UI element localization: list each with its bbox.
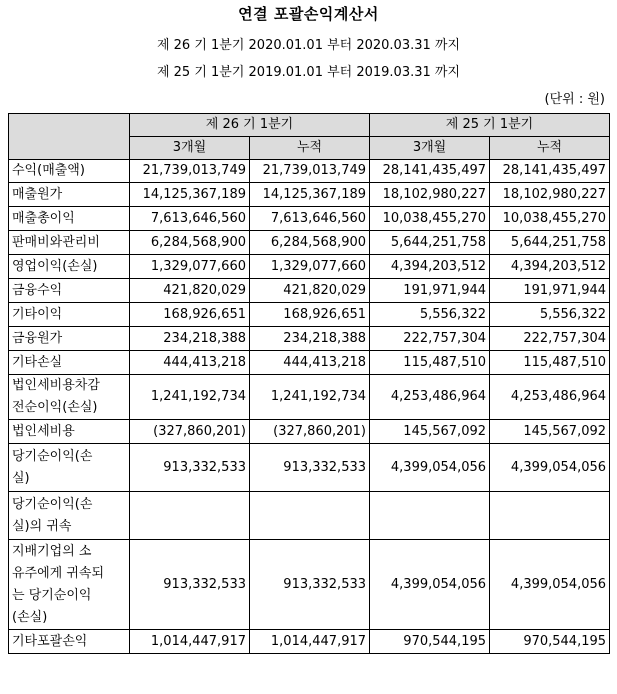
table-row	[9, 207, 610, 231]
value-cell-v2: 444,413,218	[250, 351, 370, 375]
value-cell-v3: 18,102,980,227	[370, 183, 490, 207]
table-row	[9, 375, 610, 420]
table-row	[9, 630, 610, 654]
value-cell-v1: 913,332,533	[130, 444, 250, 492]
unit-label: (단위 : 원)	[544, 92, 605, 107]
value-cell-v3: 5,644,251,758	[370, 231, 490, 255]
header-prior-cumulative: 누적	[490, 137, 610, 160]
value-cell-v4: 4,399,054,056	[490, 540, 610, 630]
header-row-group	[9, 114, 610, 137]
value-cell-v1: 14,125,367,189	[130, 183, 250, 207]
value-cell-v1: 444,413,218	[130, 351, 250, 375]
row-label-line: 당기순이익(손	[12, 448, 93, 464]
value-cell-v3: 5,556,322	[370, 303, 490, 327]
value-cell-v3: 28,141,435,497	[370, 160, 490, 183]
value-cell-v2: 21,739,013,749	[250, 160, 370, 183]
value-cell-v1: 1,241,192,734	[130, 375, 250, 420]
value-cell-v2: 1,241,192,734	[250, 375, 370, 420]
header-current-cumulative: 누적	[250, 137, 370, 160]
row-label-line: 전순이익(손실)	[12, 400, 98, 415]
value-cell-v4: 970,544,195	[490, 630, 610, 654]
header-current-period: 제 26 기 1분기	[130, 114, 370, 137]
header-prior-period: 제 25 기 1분기	[370, 114, 610, 137]
row-label: 기타포괄손익	[9, 630, 130, 654]
row-label: 금융수익	[9, 279, 130, 303]
value-cell-v4: 145,567,092	[490, 420, 610, 444]
table-row	[9, 303, 610, 327]
row-label: 금융원가	[9, 327, 130, 351]
value-cell-v2: 1,329,077,660	[250, 255, 370, 279]
value-cell-v2: 913,332,533	[250, 540, 370, 630]
value-cell-v4: 18,102,980,227	[490, 183, 610, 207]
value-cell-v2: 1,014,447,917	[250, 630, 370, 654]
value-cell-v4: 28,141,435,497	[490, 160, 610, 183]
value-cell-v1: 21,739,013,749	[130, 160, 250, 183]
value-cell-v2: 234,218,388	[250, 327, 370, 351]
table-row	[9, 255, 610, 279]
value-cell-v1: 421,820,029	[130, 279, 250, 303]
value-cell-v3: 145,567,092	[370, 420, 490, 444]
header-prior-3m: 3개월	[370, 137, 490, 160]
row-label: 수익(매출액)	[9, 160, 130, 183]
value-cell-v2: (327,860,201)	[250, 420, 370, 444]
value-cell-v3: 191,971,944	[370, 279, 490, 303]
value-cell-v4	[490, 492, 610, 540]
value-cell-v3: 222,757,304	[370, 327, 490, 351]
row-label	[9, 444, 130, 492]
value-cell-v2: 913,332,533	[250, 444, 370, 492]
row-label: 법인세비용	[9, 420, 130, 444]
row-label-line: 유주에게 귀속되	[12, 565, 105, 581]
value-cell-v1: 1,329,077,660	[130, 255, 250, 279]
row-label-line: 는 당기순이익	[12, 587, 92, 603]
header-corner	[9, 114, 130, 160]
value-cell-v3: 970,544,195	[370, 630, 490, 654]
row-label-line: 실)의 귀속	[12, 518, 72, 534]
row-label: 판매비와관리비	[9, 231, 130, 255]
row-label: 기타손실	[9, 351, 130, 375]
value-cell-v3: 115,487,510	[370, 351, 490, 375]
value-cell-v3: 10,038,455,270	[370, 207, 490, 231]
value-cell-v1: 1,014,447,917	[130, 630, 250, 654]
table-row	[9, 351, 610, 375]
value-cell-v3: 4,399,054,056	[370, 444, 490, 492]
value-cell-v1: 913,332,533	[130, 540, 250, 630]
row-label: 영업이익(손실)	[9, 255, 130, 279]
header-current-3m: 3개월	[130, 137, 250, 160]
value-cell-v3: 4,399,054,056	[370, 540, 490, 630]
value-cell-v2: 6,284,568,900	[250, 231, 370, 255]
row-label-line: 실)	[12, 470, 30, 486]
statement-title: 연결 포괄손익계산서	[238, 5, 379, 23]
value-cell-v2: 168,926,651	[250, 303, 370, 327]
value-cell-v1: 7,613,646,560	[130, 207, 250, 231]
row-label: 기타이익	[9, 303, 130, 327]
row-label	[9, 492, 130, 540]
row-label	[9, 540, 130, 630]
table-row	[9, 492, 610, 540]
value-cell-v4: 4,253,486,964	[490, 375, 610, 420]
table-row	[9, 160, 610, 183]
value-cell-v1	[130, 492, 250, 540]
table-row	[9, 540, 610, 630]
value-cell-v1: (327,860,201)	[130, 420, 250, 444]
value-cell-v4: 4,394,203,512	[490, 255, 610, 279]
table-row	[9, 420, 610, 444]
value-cell-v3: 4,253,486,964	[370, 375, 490, 420]
table-row	[9, 279, 610, 303]
value-cell-v2: 421,820,029	[250, 279, 370, 303]
value-cell-v2: 7,613,646,560	[250, 207, 370, 231]
value-cell-v2	[250, 492, 370, 540]
row-label-line: (손실)	[12, 609, 48, 625]
value-cell-v4: 5,556,322	[490, 303, 610, 327]
value-cell-v4: 191,971,944	[490, 279, 610, 303]
table-row	[9, 183, 610, 207]
value-cell-v1: 168,926,651	[130, 303, 250, 327]
row-label-line: 당기순이익(손	[12, 496, 93, 512]
value-cell-v4: 4,399,054,056	[490, 444, 610, 492]
value-cell-v3	[370, 492, 490, 540]
row-label-line: 법인세비용차감	[12, 378, 100, 393]
value-cell-v4: 115,487,510	[490, 351, 610, 375]
period-prior: 제 25 기 1분기 2019.01.01 부터 2019.03.31 까지	[156, 65, 461, 80]
value-cell-v2: 14,125,367,189	[250, 183, 370, 207]
row-label: 매출원가	[9, 183, 130, 207]
value-cell-v1: 6,284,568,900	[130, 231, 250, 255]
value-cell-v4: 222,757,304	[490, 327, 610, 351]
table-row	[9, 327, 610, 351]
income-statement-table	[8, 113, 610, 654]
table-row	[9, 444, 610, 492]
value-cell-v1: 234,218,388	[130, 327, 250, 351]
row-label-line: 지배기업의 소	[12, 543, 92, 559]
row-label: 매출총이익	[9, 207, 130, 231]
value-cell-v4: 5,644,251,758	[490, 231, 610, 255]
value-cell-v4: 10,038,455,270	[490, 207, 610, 231]
table-row	[9, 231, 610, 255]
value-cell-v3: 4,394,203,512	[370, 255, 490, 279]
row-label	[9, 375, 130, 420]
period-current: 제 26 기 1분기 2020.01.01 부터 2020.03.31 까지	[156, 38, 461, 53]
